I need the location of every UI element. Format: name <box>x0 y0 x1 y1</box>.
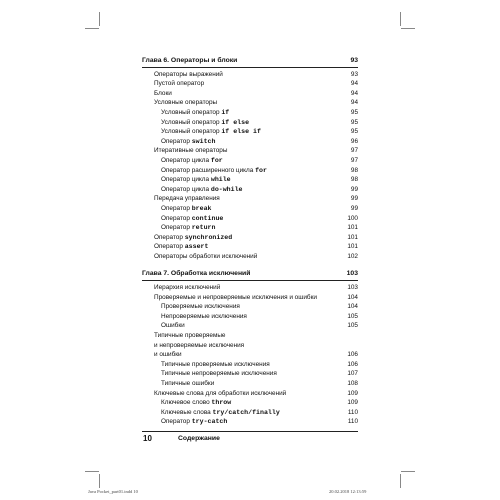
toc-entry-page: 107 <box>347 370 358 378</box>
toc-entry-title <box>154 389 286 399</box>
chapter-heading <box>142 269 358 279</box>
chapter-gap <box>142 261 358 269</box>
footer-page-number: 10 <box>143 434 152 443</box>
toc-entry-page: 94 <box>350 89 358 97</box>
toc-entry <box>142 118 358 128</box>
toc-entry-title <box>154 233 232 243</box>
toc-entry <box>142 79 358 89</box>
toc-entry-title <box>154 98 217 108</box>
entry-text: Оператор <box>161 214 192 222</box>
entry-text: Оператор <box>161 418 192 426</box>
toc-entry-title <box>154 194 220 204</box>
toc-entry-title <box>161 185 243 195</box>
toc-entry-page: 99 <box>350 204 358 212</box>
toc-entry-title <box>161 204 212 214</box>
entry-text: Оператор <box>154 243 185 251</box>
toc-entry-title <box>161 175 231 185</box>
code-keyword: return <box>191 224 216 232</box>
toc-entry <box>142 389 358 399</box>
toc-entry-page: 101 <box>347 224 358 232</box>
toc-entry-page: 94 <box>350 99 358 107</box>
toc-entry-page: 101 <box>347 243 358 251</box>
toc-entry <box>142 70 358 80</box>
entry-text: Передача управления <box>154 195 220 203</box>
entry-text: Оператор <box>161 137 192 145</box>
toc-entry-page: 110 <box>347 418 358 426</box>
toc-entry-page: 96 <box>350 137 358 145</box>
toc-entry-page: 95 <box>350 108 358 116</box>
toc-entry-title <box>154 331 226 341</box>
chapter-rule <box>142 67 358 68</box>
toc-entry-title <box>161 312 247 322</box>
toc-entry-page: 101 <box>347 233 358 241</box>
entry-text: Ошибки <box>161 322 185 330</box>
chapter-page-number: 93 <box>350 57 358 64</box>
entry-text: Условный оператор <box>161 108 222 116</box>
toc-entry-title <box>154 70 223 80</box>
table-of-contents <box>142 56 358 427</box>
code-keyword: synchronized <box>184 233 233 241</box>
crop-mark <box>400 12 401 26</box>
toc-entry <box>142 108 358 118</box>
toc-entry <box>142 379 358 389</box>
toc-entry-page: 97 <box>350 147 358 155</box>
toc-entry <box>142 283 358 293</box>
crop-mark <box>85 471 99 472</box>
print-slug-file: Java Pocket_part01.indd 10 <box>88 489 138 494</box>
toc-entry-page: 99 <box>350 195 358 203</box>
toc-entry-title <box>154 341 244 351</box>
toc-entry-page: 105 <box>347 312 358 320</box>
toc-entry <box>142 223 358 233</box>
entry-text: Оператор цикла <box>161 185 211 193</box>
toc-entry <box>142 194 358 204</box>
toc-entry-page: 104 <box>347 303 358 311</box>
entry-text: Оператор расширенного цикла <box>161 166 256 174</box>
toc-entry <box>142 321 358 331</box>
chapter-heading <box>142 56 358 66</box>
code-keyword: for <box>255 166 267 174</box>
code-keyword: for <box>210 156 223 164</box>
footer-section-title: Содержание <box>178 435 220 442</box>
toc-entry-page: 98 <box>350 166 358 174</box>
toc-entry-title <box>161 127 261 137</box>
chapter-page-number: 103 <box>346 270 358 278</box>
code-keyword: try-catch <box>191 418 228 426</box>
toc-entry-title <box>161 379 214 389</box>
code-keyword: if else <box>221 118 250 126</box>
entry-text: Непроверяемые исключения <box>161 312 247 320</box>
entry-text: Типичные проверяемые исключения <box>161 360 270 368</box>
entry-text: Иерархия исключений <box>154 284 221 292</box>
entry-text: Операторы обработки исключений <box>154 252 258 260</box>
toc-entry <box>142 156 358 166</box>
entry-text: Оператор цикла <box>161 176 211 184</box>
toc-entry-title <box>154 79 204 89</box>
toc-entry-page: 110 <box>347 408 358 416</box>
toc-entry-page: 99 <box>350 185 358 193</box>
entry-text: Пустой оператор <box>154 80 205 88</box>
toc-entry-title <box>161 223 215 233</box>
code-keyword: try/catch/finally <box>212 408 280 416</box>
entry-text: и ошибки <box>154 351 182 359</box>
toc-entry <box>142 341 358 351</box>
toc-entry-title <box>154 293 317 303</box>
toc-entry <box>142 89 358 99</box>
entry-text: Типичные проверяемые <box>154 332 226 340</box>
toc-entry <box>142 360 358 370</box>
code-keyword: if else if <box>221 128 261 136</box>
toc-entry-title <box>154 242 208 252</box>
chapter-title: Глава 6. Операторы и блоки <box>142 57 238 64</box>
entry-text: Оператор <box>161 224 192 232</box>
entry-text: Типичные ошибки <box>161 380 215 387</box>
chapter-rule <box>142 280 358 281</box>
toc-entry-title <box>161 166 267 176</box>
crop-mark <box>99 12 100 26</box>
toc-entry-title <box>161 156 223 166</box>
print-slug-date: 20.02.2018 12:13:59 <box>329 489 367 494</box>
toc-entry-page: 106 <box>347 351 358 359</box>
entry-text: Оператор цикла <box>161 156 211 164</box>
entry-text: Операторы выражений <box>154 70 223 78</box>
entry-text: и непроверяемые исключения <box>154 341 245 349</box>
entry-text: Ключевое слово <box>161 399 212 407</box>
code-keyword: do-while <box>210 185 243 193</box>
toc-entry-title <box>154 350 182 360</box>
toc-entry <box>142 242 358 252</box>
crop-mark <box>400 474 401 488</box>
code-keyword: continue <box>191 214 224 222</box>
toc-entry <box>142 137 358 147</box>
toc-entry-title <box>154 146 227 156</box>
toc-entry <box>142 204 358 214</box>
entry-text: Условные операторы <box>154 99 218 107</box>
entry-text: Ключевые слова <box>161 408 213 416</box>
entry-text: Ключевые слова для обработки исключений <box>154 389 287 397</box>
footer-rule <box>142 431 358 432</box>
toc-entry <box>142 127 358 137</box>
code-keyword: assert <box>184 243 209 251</box>
toc-entry-title <box>154 89 172 99</box>
toc-entry-page: 104 <box>347 293 358 301</box>
toc-entry-page: 93 <box>350 70 358 78</box>
toc-entry-page: 109 <box>347 399 358 407</box>
toc-entry-title <box>161 214 223 224</box>
toc-entry <box>142 146 358 156</box>
toc-entry-title <box>154 283 220 293</box>
toc-entry-title <box>161 417 227 427</box>
toc-entry-title <box>161 137 215 147</box>
toc-entry-title <box>161 360 270 370</box>
toc-entry <box>142 331 358 341</box>
toc-entry <box>142 408 358 418</box>
toc-entry-title <box>154 252 257 262</box>
toc-entry-title <box>161 369 277 379</box>
code-keyword: break <box>191 204 212 212</box>
toc-entry-page: 94 <box>350 80 358 88</box>
crop-mark <box>85 28 99 29</box>
entry-text: Итеративные операторы <box>154 147 228 155</box>
crop-mark <box>401 28 415 29</box>
toc-entry <box>142 166 358 176</box>
toc-entry <box>142 302 358 312</box>
toc-entry-title <box>161 321 185 331</box>
toc-entry-page: 102 <box>347 252 358 260</box>
toc-entry <box>142 417 358 427</box>
entry-text: Оператор <box>154 233 185 241</box>
toc-entry-title <box>161 408 280 418</box>
toc-entry <box>142 398 358 408</box>
toc-entry-title <box>161 302 240 312</box>
crop-mark <box>99 474 100 488</box>
toc-entry <box>142 293 358 303</box>
toc-entry <box>142 98 358 108</box>
entry-text: Условный оператор <box>161 128 222 136</box>
toc-entry-page: 95 <box>350 118 358 126</box>
entry-text: Блоки <box>154 89 172 97</box>
toc-entry <box>142 252 358 262</box>
entry-text: Проверяемые и непроверяемые исключения и ошибки <box>154 293 317 301</box>
toc-entry <box>142 233 358 243</box>
toc-entry-page: 103 <box>347 284 358 292</box>
code-keyword: throw <box>211 399 232 407</box>
code-keyword: if <box>221 108 230 116</box>
toc-entry-page: 108 <box>347 380 358 387</box>
toc-entry <box>142 350 358 360</box>
toc-entry-title <box>161 398 231 408</box>
toc-entry-title <box>161 108 229 118</box>
toc-entry <box>142 175 358 185</box>
chapter-title: Глава 7. Обработка исключений <box>142 270 251 278</box>
toc-entry-page: 98 <box>350 176 358 184</box>
code-keyword: while <box>210 176 231 184</box>
toc-entry <box>142 185 358 195</box>
entry-text: Условный оператор <box>161 118 222 126</box>
toc-entry-page: 97 <box>350 156 358 164</box>
toc-entry <box>142 312 358 322</box>
toc-entry-page: 106 <box>347 360 358 368</box>
entry-text: Оператор <box>161 204 192 212</box>
entry-text: Проверяемые исключения <box>161 303 240 311</box>
toc-entry <box>142 369 358 379</box>
toc-entry <box>142 214 358 224</box>
toc-entry-page: 95 <box>350 128 358 136</box>
toc-entry-page: 100 <box>347 214 358 222</box>
code-keyword: switch <box>191 137 216 145</box>
toc-entry-title <box>161 118 249 128</box>
toc-entry-page: 109 <box>347 389 358 397</box>
crop-mark <box>401 471 415 472</box>
toc-entry-page: 105 <box>347 322 358 330</box>
entry-text: Типичные непроверяемые исключения <box>161 370 277 378</box>
